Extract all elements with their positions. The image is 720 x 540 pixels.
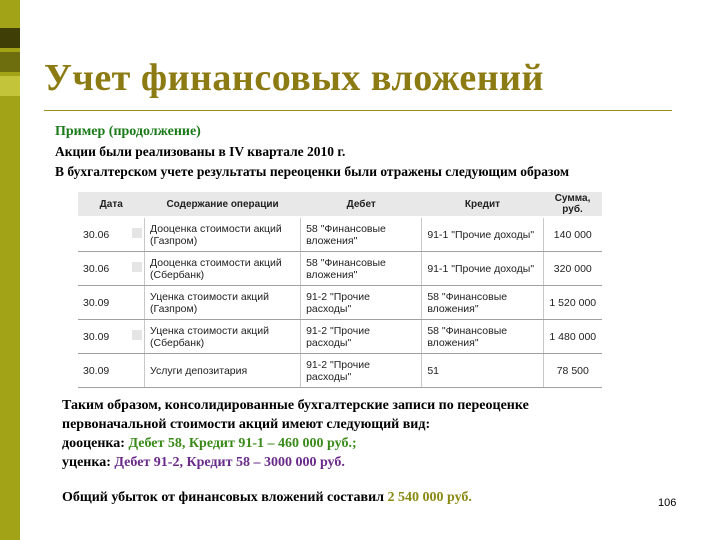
cell-amount: 78 500 — [543, 354, 602, 388]
operations-table-container — [78, 192, 602, 390]
cell-credit: 91-1 "Прочие доходы" — [422, 217, 543, 252]
cell-amount: 320 000 — [543, 252, 602, 286]
cell-debit: 91-2 "Прочие расходы" — [301, 320, 422, 354]
row-marker — [132, 228, 142, 238]
total-loss-text: Общий убыток от финансовых вложений составил — [62, 490, 388, 505]
page-number: 106 — [658, 497, 677, 509]
cell-debit: 58 "Финансовые вложения" — [301, 252, 422, 286]
operations-table — [78, 192, 602, 388]
cell-date: 30.09 — [78, 286, 145, 320]
table-row — [78, 217, 602, 252]
header-credit: Кредит — [422, 192, 543, 217]
markdown-value: Дебет 91-2, Кредит 58 – 3000 000 руб. — [114, 455, 345, 470]
sidebar-square-dark — [0, 28, 20, 48]
cell-credit: 58 "Финансовые вложения" — [422, 286, 543, 320]
sidebar-square-mid — [0, 52, 20, 72]
sidebar-square-light — [0, 76, 20, 96]
cell-date: 30.09 — [78, 354, 145, 388]
cell-credit: 91-1 "Прочие доходы" — [422, 252, 543, 286]
cell-amount: 140 000 — [543, 217, 602, 252]
conclusion-block — [62, 396, 529, 472]
conclusion-line-1: Таким образом, консолидированные бухгалтерские записи по переоценке — [62, 398, 529, 413]
header-date: Дата — [78, 192, 145, 217]
cell-amount: 1 520 000 — [543, 286, 602, 320]
cell-date: 30.09 — [78, 320, 145, 354]
markup-entry — [62, 434, 529, 453]
row-marker — [132, 262, 142, 272]
intro-line-2: В бухгалтерском учете результаты переоценки были отражены следующим образом — [55, 164, 570, 179]
slide-title: Учет финансовых вложений — [44, 57, 544, 99]
header-amount: Сумма, руб. — [543, 192, 602, 217]
cell-credit: 51 — [422, 354, 543, 388]
table-row — [78, 286, 602, 320]
cell-operation: Уценка стоимости акций (Сбербанк) — [145, 320, 301, 354]
intro-line-1: Акции были реализованы в IV квартале 2010 г. — [55, 144, 346, 159]
cell-operation: Дооценка стоимости акций (Газпром) — [145, 217, 301, 252]
cell-date: 30.06 — [78, 217, 145, 252]
cell-debit: 91-2 "Прочие расходы" — [301, 354, 422, 388]
total-loss-amount: 2 540 000 руб. — [387, 490, 472, 505]
cell-amount: 1 480 000 — [543, 320, 602, 354]
table-row — [78, 354, 602, 388]
cell-debit: 58 "Финансовые вложения" — [301, 217, 422, 252]
row-marker — [132, 330, 142, 340]
cell-operation: Дооценка стоимости акций (Сбербанк) — [145, 252, 301, 286]
markup-value: Дебет 58, Кредит 91-1 – 460 000 руб.; — [128, 436, 357, 451]
table-row — [78, 320, 602, 354]
cell-operation: Уценка стоимости акций (Газпром) — [145, 286, 301, 320]
slide-subtitle: Пример (продолжение) — [55, 124, 201, 139]
title-underline — [44, 110, 672, 111]
cell-credit: 58 "Финансовые вложения" — [422, 320, 543, 354]
cell-debit: 91-2 "Прочие расходы" — [301, 286, 422, 320]
table-row — [78, 252, 602, 286]
header-operation: Содержание операции — [145, 192, 301, 217]
cell-date: 30.06 — [78, 252, 145, 286]
cell-operation: Услуги депозитария — [145, 354, 301, 388]
markdown-label: уценка: — [62, 455, 115, 470]
markup-label: дооценка: — [62, 436, 129, 451]
total-loss-line — [62, 490, 472, 506]
header-debit: Дебет — [301, 192, 422, 217]
table-header-row — [78, 192, 602, 217]
markdown-entry — [62, 453, 529, 472]
conclusion-line-2: первоначальной стоимости акций имеют следующий вид: — [62, 417, 431, 432]
